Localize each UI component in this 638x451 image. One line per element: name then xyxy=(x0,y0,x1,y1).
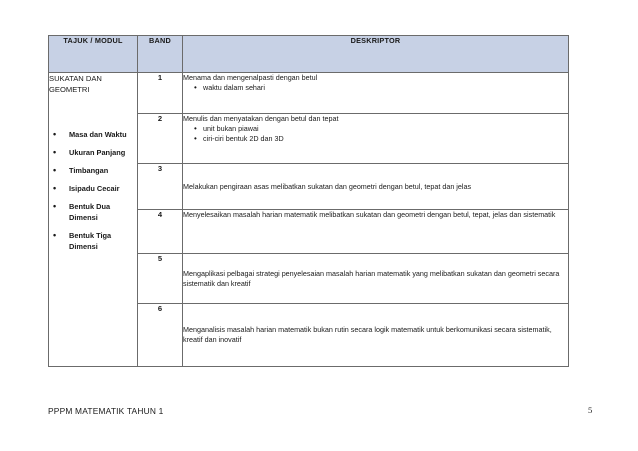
band-cell: 2 xyxy=(138,114,183,164)
table-row xyxy=(49,73,569,114)
band-cell: 1 xyxy=(138,73,183,114)
descriptor-cell xyxy=(183,164,569,210)
descriptor-bullet: • waktu dalam sehari xyxy=(203,83,568,93)
topic-item: • Isipadu Cecair xyxy=(65,183,137,194)
header-band: BAND xyxy=(138,36,183,73)
descriptor-text: Menama dan mengenalpasti dengan betul xyxy=(183,73,318,82)
topic-item: • Ukuran Panjang xyxy=(65,147,137,158)
header-row xyxy=(49,36,569,73)
descriptor-bullet: • ciri-ciri bentuk 2D dan 3D xyxy=(203,134,568,144)
descriptor-bullets xyxy=(183,83,568,93)
descriptor-cell xyxy=(183,73,569,114)
descriptor-text: Mengaplikasi pelbagai strategi penyelesaian masalah harian matematik yang melibatkan sukatan dan geometri secara sistematik dan kreatif xyxy=(183,268,560,288)
rubric-table xyxy=(48,35,569,367)
descriptor-cell xyxy=(183,114,569,164)
descriptor-text: Menganalisis masalah harian matematik bukan rutin secara logik matematik untuk berkomunikasi secara sistematik, kreatif dan inovatif xyxy=(183,325,552,344)
band-cell: 5 xyxy=(138,254,183,304)
topic-item: • Bentuk Tiga Dimensi xyxy=(65,230,137,252)
descriptor-cell xyxy=(183,210,569,254)
topic-item: • Timbangan xyxy=(65,165,137,176)
band-cell: 6 xyxy=(138,304,183,367)
topic-item: • Bentuk Dua Dimensi xyxy=(65,201,137,223)
descriptor-cell xyxy=(183,254,569,304)
page-number: 5 xyxy=(588,405,593,415)
footer-title: PPPM MATEMATIK TAHUN 1 xyxy=(48,406,164,416)
descriptor-text: Melakukan pengiraan asas melibatkan sukatan dan geometri dengan betul, tepat dan jelas xyxy=(183,181,472,191)
module-title: SUKATAN DAN GEOMETRI xyxy=(49,74,102,94)
descriptor-cell xyxy=(183,304,569,367)
descriptor-text: Menulis dan menyatakan dengan betul dan tepat xyxy=(183,114,339,123)
header-module: TAJUK / MODUL xyxy=(49,36,138,73)
header-descriptor: DESKRIPTOR xyxy=(183,36,569,73)
band-cell: 3 xyxy=(138,164,183,210)
module-cell xyxy=(49,73,138,367)
topic-item: • Masa dan Waktu xyxy=(65,129,137,140)
descriptor-text: Menyelesaikan masalah harian matematik melibatkan sukatan dan geometri dengan betul, tepat, jelas dan sistematik xyxy=(183,210,556,219)
descriptor-bullets xyxy=(183,124,568,144)
descriptor-bullet: • unit bukan piawai xyxy=(203,124,568,134)
band-cell: 4 xyxy=(138,210,183,254)
topic-list xyxy=(49,129,137,252)
